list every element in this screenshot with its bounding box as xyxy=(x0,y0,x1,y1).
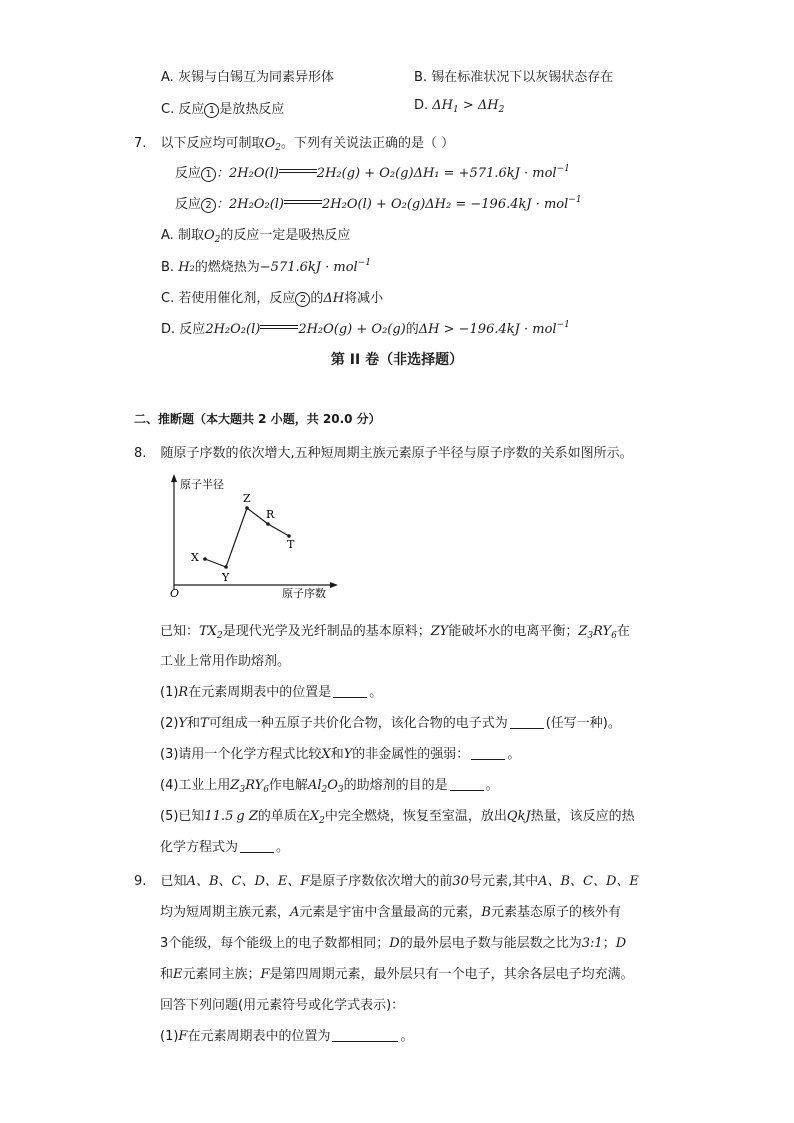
option-letter: B. xyxy=(414,70,428,85)
option-text: 反应 xyxy=(179,322,206,337)
origin-label: O xyxy=(170,587,180,600)
subscript: 2 xyxy=(319,816,325,826)
text: (4)工业上用 xyxy=(160,778,231,793)
text: (1) xyxy=(160,685,179,700)
reaction-lhs: ：2H₂O(l) xyxy=(216,166,279,181)
superscript: −1 xyxy=(556,320,570,330)
text: 元素基态原子的核外有 xyxy=(490,905,621,920)
point-label: T xyxy=(287,538,295,551)
text: 是原子序数依次增大的前 xyxy=(309,874,453,889)
q8-part-5-line2 xyxy=(160,836,289,855)
text: 是第四周期元素，最外层只有一个电子，其余各层电子均充满。 xyxy=(269,967,634,982)
option-text: 若使用催化剂，反应 xyxy=(178,291,296,306)
point-label: R xyxy=(266,508,275,521)
text: 的最外层电子数与能层数之比为 xyxy=(399,936,582,951)
text: 和 xyxy=(187,716,201,731)
subscript: 3 xyxy=(587,631,594,641)
answer-blank[interactable] xyxy=(450,778,484,791)
q7-option-b[interactable] xyxy=(161,256,371,275)
equals-sign xyxy=(279,166,317,178)
math-text: ΔH xyxy=(432,98,454,113)
superscript: −1 xyxy=(357,258,371,268)
text: 能破坏水的电离平衡； xyxy=(448,624,579,639)
q6-option-c[interactable] xyxy=(161,98,284,118)
q8-part-5 xyxy=(160,805,635,826)
answer-blank[interactable] xyxy=(471,747,505,760)
option-letter: A. xyxy=(161,228,174,243)
point-label: Y xyxy=(222,571,230,584)
math-text: T xyxy=(200,716,209,731)
math-text: > ΔH xyxy=(458,98,499,113)
subscript: 6 xyxy=(263,785,269,795)
text: 元素是宇宙中含量最高的元素， xyxy=(299,905,482,920)
reaction-rhs: 2H₂O(l) + O₂(g)ΔH₂ = −196.4kJ · mol xyxy=(322,197,569,212)
reaction-label: 反应 xyxy=(175,197,202,212)
option-text: 锡在标准状况下以灰锡状态存在 xyxy=(431,70,614,85)
text: 热量，该反应的热 xyxy=(530,809,635,824)
q7-reaction-1 xyxy=(175,162,570,182)
math-text: RY xyxy=(245,778,264,793)
option-text: 制取 xyxy=(177,228,204,243)
text: 的单质在 xyxy=(257,809,310,824)
question-number: 8. xyxy=(134,446,147,461)
data-point xyxy=(266,522,270,526)
subscript: 2 xyxy=(321,785,328,795)
math-text: QkJ xyxy=(506,809,531,824)
math-text: O xyxy=(327,778,338,793)
x-axis-label: 原子序数 xyxy=(282,587,326,600)
math-text: D xyxy=(615,936,627,951)
subscript: 2 xyxy=(498,105,505,115)
stem-text: 以下反应均可制取 xyxy=(160,136,265,151)
circled-number: 2 xyxy=(201,198,216,213)
text: 均为短周期主族元素， xyxy=(160,905,291,920)
text: 。 xyxy=(507,747,521,762)
text: 已知 xyxy=(160,874,187,889)
section-heading: 二、推断题（本大题共 2 小题，共 20.0 分） xyxy=(134,412,381,426)
math-text: Z xyxy=(578,624,588,639)
q9-line5: 回答下列问题(用元素符号或化学式表示)： xyxy=(160,998,405,1013)
text: 中完全燃烧，恢复至室温，放出 xyxy=(324,809,507,824)
question-number: 7. xyxy=(134,136,147,151)
math-text: ZY xyxy=(430,624,449,639)
data-point xyxy=(245,506,249,510)
math-text: E xyxy=(173,967,183,982)
text: (任写一种)。 xyxy=(545,716,621,731)
reaction-rhs: 2H₂O(g) + O₂(g) xyxy=(298,322,406,337)
math-text: F xyxy=(178,1029,188,1044)
q8-stem xyxy=(134,442,633,461)
text: 的非金属性的强弱： xyxy=(352,747,470,762)
y-axis-label: 原子半径 xyxy=(180,478,224,491)
equals-sign xyxy=(260,322,298,334)
equals-sign xyxy=(284,197,322,209)
option-letter: C. xyxy=(161,291,175,306)
math-text: g Z xyxy=(236,809,258,824)
text: (5)已知 xyxy=(160,809,205,824)
option-text: 将减小 xyxy=(344,291,384,306)
answer-blank[interactable] xyxy=(510,716,544,729)
text: 可组成一种五原子共价化合物，该化合物的电子式为 xyxy=(208,716,508,731)
text: 已知： xyxy=(160,624,200,639)
q7-option-c[interactable] xyxy=(161,287,383,307)
section-title: 第 II 卷（非选择题） xyxy=(330,352,464,368)
q8-part-2 xyxy=(160,712,621,731)
text: 个能级，每个能级上的电子数都相同； xyxy=(168,936,390,951)
subscript: 6 xyxy=(611,631,617,641)
q9-part-1 xyxy=(160,1025,413,1044)
circled-number: 2 xyxy=(295,292,310,307)
text: 在元素周期表中的位置是 xyxy=(188,685,332,700)
text: 和 xyxy=(160,967,174,982)
text: 。 xyxy=(485,778,499,793)
text: 是现代光学及光纤制品的基本原料； xyxy=(222,624,431,639)
x-axis-arrow xyxy=(330,582,338,588)
math-text: X xyxy=(309,809,320,824)
option-text: 反应 xyxy=(178,102,205,117)
text: 和 xyxy=(330,747,344,762)
q8-known-line1: 已知：$TX_2$是现代光学及光纤制品的基本原料；ZY能破坏水的电离平衡；$Z_3RY_6$在 xyxy=(160,624,630,641)
option-letter: D. xyxy=(161,322,176,337)
math-text: 11.5 xyxy=(204,809,234,824)
option-text: 是放热反应 xyxy=(219,102,285,117)
q7-stem xyxy=(134,132,454,153)
q9-line2 xyxy=(160,901,621,920)
math-text: R xyxy=(178,685,189,700)
radius-series-line xyxy=(205,508,289,567)
math-text: Y xyxy=(343,747,353,762)
reaction-lhs: ：2H₂O₂(l) xyxy=(216,197,285,212)
text: 。 xyxy=(400,1029,414,1044)
math-text: O xyxy=(203,228,215,243)
math-text: B xyxy=(481,905,491,920)
superscript: −1 xyxy=(556,164,570,174)
text: 化学方程式为 xyxy=(160,840,239,855)
q7-reaction-2 xyxy=(175,193,582,213)
reaction-rhs: 2H₂(g) + O₂(g)ΔH₁ = +571.6kJ · mol xyxy=(316,166,557,181)
subscript: 2 xyxy=(214,235,221,245)
math-text: A xyxy=(290,905,300,920)
math-text: 30 xyxy=(452,874,469,889)
radius-chart xyxy=(150,470,350,605)
answer-blank[interactable] xyxy=(332,1029,398,1042)
q8-part-1 xyxy=(160,681,382,700)
text: (2) xyxy=(160,716,179,731)
subscript: 1 xyxy=(453,105,459,115)
subscript: 2 xyxy=(216,631,223,641)
q6-option-b[interactable] xyxy=(414,66,613,85)
math-text: −571.6kJ · mol xyxy=(259,260,358,275)
q8-part-4 xyxy=(160,774,499,795)
q6-option-d[interactable] xyxy=(414,98,504,115)
text: 的助熔剂的目的是 xyxy=(343,778,448,793)
option-text: 的 xyxy=(405,322,419,337)
text: (1) xyxy=(160,1029,179,1044)
q6-option-a[interactable] xyxy=(161,66,334,85)
text: (3)请用一个化学方程式比较 xyxy=(160,747,322,762)
math-text: X xyxy=(321,747,331,762)
math-text: Y xyxy=(178,716,188,731)
option-letter: A. xyxy=(161,70,174,85)
math-text: D xyxy=(389,936,400,951)
math-text: O xyxy=(264,136,276,151)
option-letter: B. xyxy=(161,260,175,275)
text: 号元素,其中 xyxy=(468,874,539,889)
q8-known-line2: 工业上常用作助熔剂。 xyxy=(160,654,291,669)
math-text: ΔH xyxy=(323,291,345,306)
option-text: 灰锡与白锡互为同素异形体 xyxy=(177,70,334,85)
text: 元素同主族； xyxy=(182,967,261,982)
q7-option-d[interactable] xyxy=(161,318,570,337)
q8-part-3 xyxy=(160,743,520,762)
option-text: 的 xyxy=(310,291,324,306)
data-point xyxy=(203,557,207,561)
circled-number: 1 xyxy=(201,167,216,182)
text: 作电解 xyxy=(268,778,308,793)
text: ； xyxy=(602,936,616,951)
subscript: 3 xyxy=(337,785,344,795)
q9-line1 xyxy=(134,870,639,889)
data-point xyxy=(224,565,228,569)
answer-blank[interactable] xyxy=(240,840,274,853)
answer-blank[interactable] xyxy=(333,685,367,698)
point-label: X xyxy=(191,551,199,564)
superscript: −1 xyxy=(568,195,582,205)
y-axis-arrow xyxy=(171,474,177,482)
stem-text: 。下列有关说法正确的是（ ） xyxy=(280,136,455,151)
text: 在元素周期表中的位置为 xyxy=(187,1029,331,1044)
option-text: 的燃烧热为 xyxy=(194,260,260,275)
math-text: Al xyxy=(307,778,322,793)
subscript: 3 xyxy=(239,785,246,795)
math-text: H₂ xyxy=(178,260,195,275)
math-text: ΔH > −196.4kJ · mol xyxy=(418,322,557,337)
reaction-lhs: 2H₂O₂(l) xyxy=(205,322,261,337)
q9-line3 xyxy=(160,932,626,951)
q9-line4 xyxy=(160,963,634,982)
math-text: Z xyxy=(230,778,240,793)
math-text: 3:1 xyxy=(581,936,603,951)
text: 。 xyxy=(276,840,290,855)
math-text: A、B、C、D、E xyxy=(538,874,639,889)
math-text: A、B、C、D、E、F xyxy=(186,874,310,889)
q7-option-a[interactable] xyxy=(161,224,350,245)
subscript: 2 xyxy=(275,143,281,153)
math-text: 3 xyxy=(160,936,169,951)
option-letter: C. xyxy=(161,102,175,117)
point-label: Z xyxy=(243,492,251,505)
option-text: 的反应一定是吸热反应 xyxy=(220,228,351,243)
text: 。 xyxy=(369,685,383,700)
math-text: RY xyxy=(593,624,612,639)
reaction-label: 反应 xyxy=(175,166,202,181)
question-number: 9. xyxy=(134,874,147,889)
math-text: F xyxy=(260,967,270,982)
math-text: TX xyxy=(199,624,217,639)
circled-number: 1 xyxy=(204,103,219,118)
option-letter: D. xyxy=(414,98,429,113)
stem-text: 随原子序数的依次增大,五种短周期主族元素原子半径与原子序数的关系如图所示。 xyxy=(160,446,633,461)
